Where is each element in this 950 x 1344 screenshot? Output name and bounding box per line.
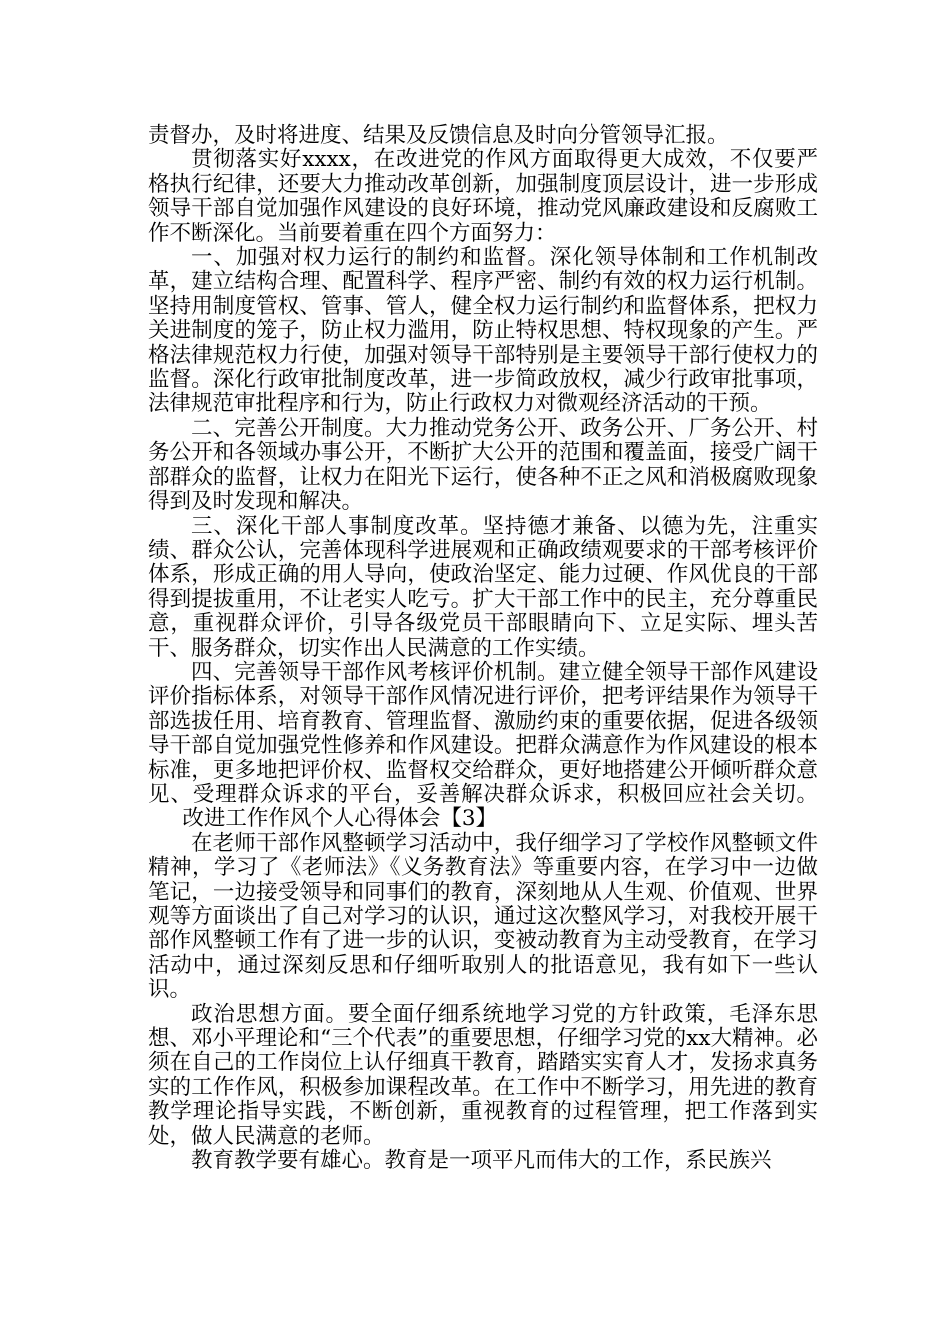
paragraph-point-four-text: 四、完善领导干部作风考核评价机制。建立健全领导干部作风建设评价指标体系，对领导干部作风情况进行评价，把考评结果作为领导干部选拔任用、培育教育、管理监督、激励约束的重要依据，促进各级领导干部自觉加强党性修养和作风建设。把群众满意作为作风建设的根本标准，更多地把评价权、监督权交给群众，更好地搭建公开倾听群众意见、受理群众诉求的平台，妥善解决群众诉求，积极回应社会关切。 xyxy=(148,659,818,807)
paragraph-point-three: 三、深化干部人事制度改革。坚持德才兼备、以德为先，注重实绩、群众公认，完善体现科学进展观和正确政绩观要求的干部考核评价体系，形成正确的用人导向，使政治坚定、能力过硬、作风优良的干部得到提拔重用，不让老实人吃亏。扩大干部工作中的民主，充分尊重民意，重视群众评价，引导各级党员干部眼睛向下、立足实际、埋头苦干、服务群众，切实作出人民满意的工作实绩。 xyxy=(148,513,818,661)
paragraph-point-two: 二、完善公开制度。大力推动党务公开、政务公开、厂务公开、村务公开和各领域办事公开，不断扩大公开的范围和覆盖面，接受广阔干部群众的监督，让权力在阳光下运行，使各种不正之风和消极腐败现象得到及时发现和解决。 xyxy=(148,415,818,515)
paragraph-teaching-ambition: 教育教学要有雄心。教育是一项平凡而伟大的工作，系民族兴 xyxy=(191,1148,772,1174)
paragraph-study-activity: 在老师干部作风整顿学习活动中，我仔细学习了学校作风整顿文件精神，学习了《老师法》《义务教育法》等重要内容，在学习中一边做笔记，一边接受领导和同事们的教育，深刻地从人生观、价值观、世界观等方面谈出了自己对学习的认识，通过这次整风学习，对我校开展干部作风整顿工作有了进一步的认识，变被动教育为主动受教育，在学习活动中，通过深刻反思和仔细听取别人的批语意见，我有如下一些认识。 xyxy=(148,830,818,1003)
section-heading: 改进工作作风个人心得体会【3】 xyxy=(182,806,498,832)
document-body xyxy=(148,124,818,1173)
paragraph-political-thought: 政治思想方面。要全面仔细系统地学习党的方针政策，毛泽东思想、邓小平理论和“三个代表”的重要思想，仔细学习党的xx大精神。必须在自己的工作岗位上认仔细真干教育，踏踏实实育人才，发扬求真务实的工作作风，积极参加课程改革。在工作中不断学习，用先进的教育教学理论指导实践，不断创新，重视教育的过程管理，把工作落到实处，做人民满意的老师。 xyxy=(148,1001,818,1149)
paragraph-continuation: 责督办，及时将进度、结果及反馈信息及时向分管领导汇报。 xyxy=(148,123,729,148)
paragraph-point-one: 一、加强对权力运行的制约和监督。深化领导体制和工作机制改革，建立结构合理、配置科学、程序严密、制约有效的权力运行机制。坚持用制度管权、管事、管人，健全权力运行制约和监督体系，把权力关进制度的笼子，防止权力滥用，防止特权思想、特权现象的产生。严格法律规范权力行使，加强对领导干部特别是主要领导干部行使权力的监督。深化行政审批制度改革，进一步简政放权，减少行政审批事项，法律规范审批程序和行为，防止行政权力对微观经济活动的干预。 xyxy=(148,245,818,417)
paragraph-intro: 贯彻落实好xxxx，在改进党的作风方面取得更大成效，不仅要严格执行纪律，还要大力推动改革创新，加强制度顶层设计，进一步形成领导干部自觉加强作风建设的良好环境，推动党风廉政建设和反腐败工作不断深化。当前要着重在四个方面努力： xyxy=(148,147,818,246)
paragraph-point-four xyxy=(148,661,818,832)
